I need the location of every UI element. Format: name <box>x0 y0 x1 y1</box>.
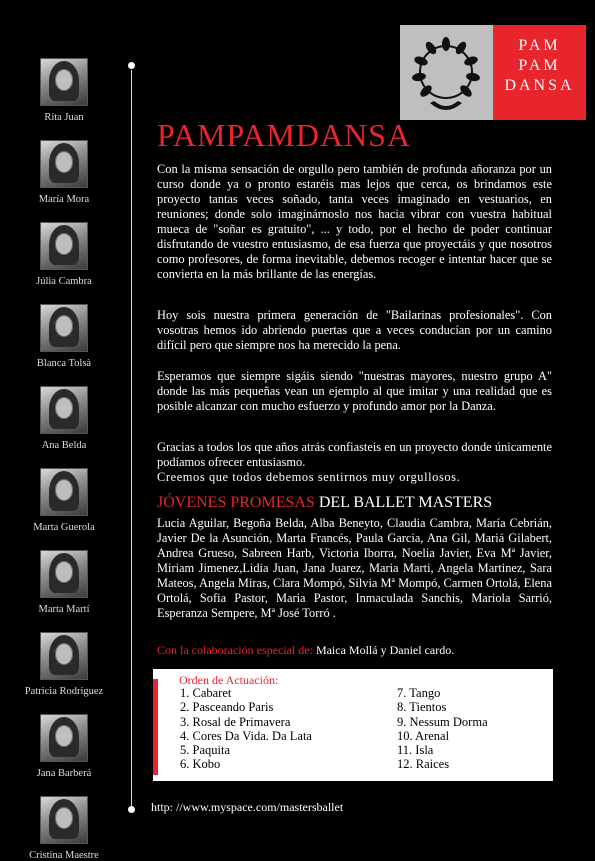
dancer-card <box>0 632 128 697</box>
dancer-name: Cristina Maestre <box>29 850 99 861</box>
paragraph-generation: Hoy sois nuestra primera generación de "Bailarinas profesionales". Con vosotras hemos ido abriendo puertas que a veces conducían por un camino difícil pero que siempre nos ha merecido la pena. <box>157 308 552 352</box>
jovenes-names: Lucia Aguilar, Begoña Belda, Alba Beneyto, Claudia Cambra, María Cebrián, Javier De la Asunción, Marta Francés, Paula Garcia, Ana Gil, Mariá Gilabert, Andrea Grueso, Sabreen Harb, Victoria Iborra, Noelia Javier, Eva Mª Javier, Miriam Jimenez,Lidia Juan, Jana Juarez, Maria Marti, Angela Martinez, Sara Mateos, Angela Miras, Clara Mompó, Silvia Mª Mompó, Carmen Ortolá, Elena Ortolá, Sofia Pastor, Maria Pastor, Inmaculada Sanchis, Mariola Sarrió, Esperanza Sempere, Mª José Torró . <box>157 516 552 620</box>
page-title <box>157 117 411 154</box>
order-item: 6. Kobo <box>180 757 221 772</box>
dancer-name: Blanca Tolsà <box>36 358 92 369</box>
divider-top-dot <box>128 62 135 69</box>
collaboration-names: Maica Mollá y Daniel cardo. <box>315 643 455 657</box>
order-title: Orden de Actuación: <box>179 673 279 687</box>
title-part-1: PAM <box>157 117 227 153</box>
dancer-card <box>0 386 128 451</box>
paragraph-hope: Esperamos que siempre sigáis siendo "nuestras mayores, nuestro grupo A" donde las más pequeñas vean un ejemplo al que imitar y una realidad que es posible alcanzar con mucho esfuerzo y profundo amor por la Danza. <box>157 369 552 413</box>
order-accent-bar <box>153 679 158 775</box>
dancer-name: Marta Martí <box>38 604 90 615</box>
dancer-photo <box>40 140 88 188</box>
logo-line-1: PAM <box>518 37 561 54</box>
dancer-photo <box>40 714 88 762</box>
dancer-photo <box>40 386 88 434</box>
order-item: 12. Raices <box>397 757 450 772</box>
logo-line-2: PAM <box>518 57 561 74</box>
divider-bottom-dot <box>128 806 135 813</box>
order-item: 8. Tientos <box>397 700 447 715</box>
logo-line-3: DANSA <box>504 77 575 94</box>
order-column-left <box>180 686 312 772</box>
vertical-divider <box>131 70 132 812</box>
order-column-right <box>397 686 488 772</box>
dancer-card <box>0 550 128 615</box>
dancer-card <box>0 468 128 533</box>
dancer-name: Rita Juan <box>44 112 84 123</box>
jovenes-heading-red: JÓVENES PROMESAS <box>157 494 315 511</box>
paragraph-proud: Creemos que todos debemos sentirnos muy orgullosos. <box>157 470 461 484</box>
dancer-photo <box>40 304 88 352</box>
dancer-card <box>0 140 128 205</box>
jovenes-heading-white: DEL BALLET MASTERS <box>318 494 493 511</box>
dancer-photo <box>40 550 88 598</box>
order-item: 1. Cabaret <box>180 686 232 700</box>
dancer-photo <box>40 58 88 106</box>
order-item: 9. Nessum Dorma <box>397 714 488 729</box>
paragraph-intro: Con la misma sensación de orgullo pero también de profunda añoranza por un curso donde ya o pronto estaréis mas lejos que cerca, os brindamos este proyecto tantas veces soñado, tanta veces imaginado en vestuarios, en reuniones; donde solo imaginárnoslo nos hacia vibrar con vuestra habitual mueca de "soñar es gratuito", ... y todo, por el hecho de poder continuar disfrutando de vuestro entusiasmo, de esa fuerza que proyectáis y que nosotros como profesores, de forma inevitable, debemos recoger e intentar hacer que se convierta en la más brillante de las energías. <box>157 162 552 281</box>
order-item: 2. Pasceando Paris <box>180 700 274 715</box>
dancer-card <box>0 304 128 369</box>
collaboration-line <box>157 643 454 658</box>
order-item: 11. Isla <box>397 743 434 758</box>
paragraph-thanks: Gracias a todos los que años atrás confiasteis en un proyecto donde únicamente podíamos ofrecer entusiasmo. <box>157 440 552 469</box>
order-item: 5. Paquita <box>180 743 230 758</box>
collaboration-label: Con la colaboración especial de: <box>157 643 313 657</box>
order-item: 7. Tango <box>397 686 441 700</box>
dancer-name: María Mora <box>38 194 90 205</box>
dancer-photo <box>40 632 88 680</box>
logo-text-block <box>493 25 586 120</box>
dancer-photo <box>40 796 88 844</box>
dancer-name: Patricia Rodriguez <box>24 686 104 697</box>
jovenes-heading <box>157 494 492 512</box>
performance-order-box <box>153 669 553 781</box>
dancer-photo <box>40 222 88 270</box>
dancer-name: Júlia Cambra <box>36 276 92 287</box>
dancer-card <box>0 222 128 287</box>
laurel-wreath-icon <box>400 25 493 120</box>
order-item: 4. Cores Da Vida. Da Lata <box>180 728 312 743</box>
dancer-card <box>0 714 128 779</box>
dancer-card <box>0 796 128 861</box>
dancer-card <box>0 58 128 123</box>
title-part-3: DANSA <box>295 117 412 153</box>
dancer-name: Marta Guerola <box>33 522 95 533</box>
dancer-name: Jana Barberá <box>36 768 92 779</box>
dancer-name: Ana Belda <box>41 440 87 451</box>
order-item: 10. Arenal <box>397 728 450 743</box>
dancer-photo <box>40 468 88 516</box>
pampamdansa-logo <box>400 25 586 120</box>
myspace-link[interactable]: http: //www.myspace.com/mastersballet <box>151 800 344 814</box>
title-part-2: PAM <box>226 117 296 153</box>
order-item: 3. Rosal de Primavera <box>180 714 291 729</box>
